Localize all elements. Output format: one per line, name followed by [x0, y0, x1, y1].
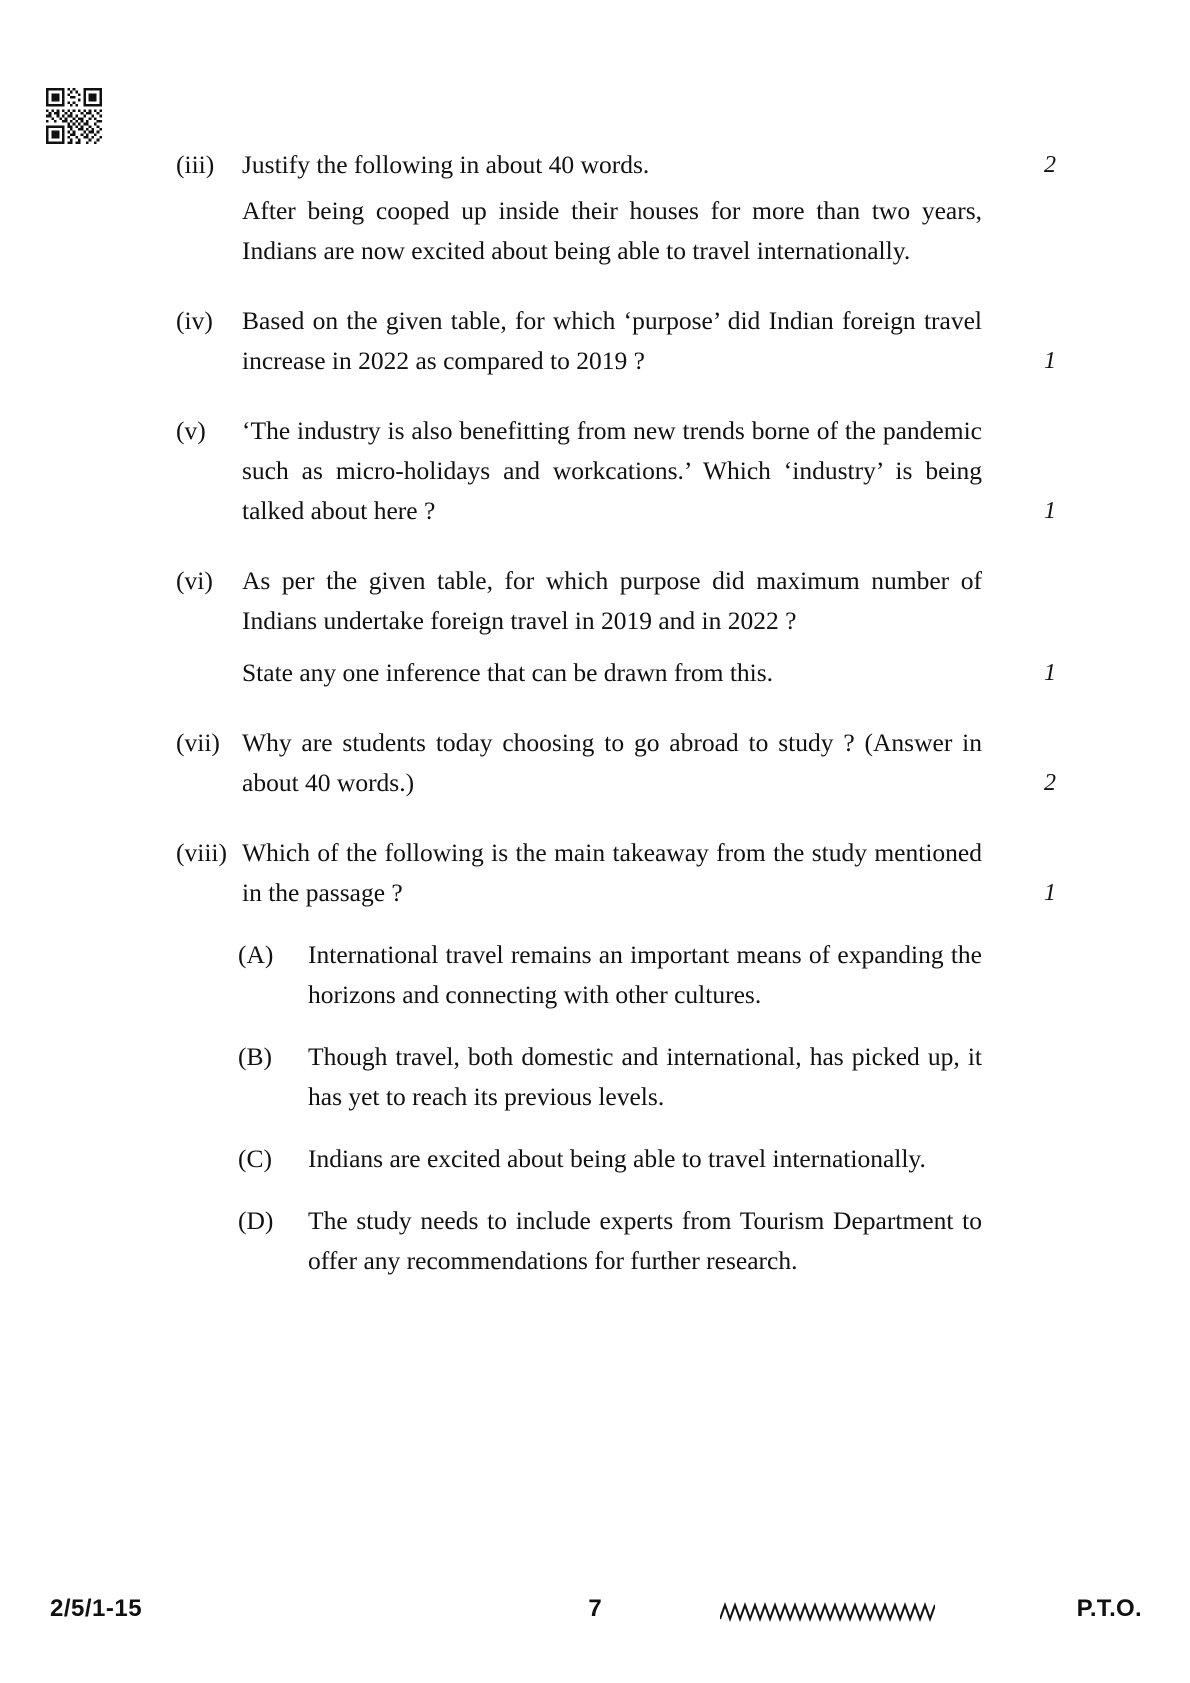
option-label: (B)	[238, 1042, 272, 1071]
question-marks: 1	[1044, 498, 1056, 524]
question-text: Which of the following is the main takeaway from the study mentioned in the passage ?	[242, 838, 982, 907]
option-label: (C)	[238, 1144, 272, 1173]
question-number: (vii)	[176, 728, 220, 757]
question-item-vi	[176, 561, 1056, 693]
question-marks: 2	[1044, 152, 1056, 178]
question-number: (vi)	[176, 566, 213, 595]
page-number: 7	[588, 1595, 602, 1622]
question-item-viii	[176, 833, 1056, 913]
question-item-iv	[176, 301, 1056, 381]
option-text: Indians are excited about being able to travel internationally.	[308, 1144, 926, 1173]
option-text: International travel remains an important means of expanding the horizons and connecting with other cultures.	[308, 940, 982, 1009]
question-text: Justify the following in about 40 words.	[242, 150, 650, 179]
option-a[interactable]	[238, 935, 982, 1015]
question-text: Why are students today choosing to go abroad to study ? (Answer in about 40 words.)	[242, 728, 982, 797]
pto-label: P.T.O.	[1076, 1595, 1142, 1622]
question-text: Based on the given table, for which ‘purpose’ did Indian foreign travel increase in 2022 as compared to 2019 ?	[242, 306, 982, 375]
question-item-iii	[176, 145, 1056, 271]
paper-code: 2/5/1-15	[50, 1595, 143, 1622]
qr-code-icon	[46, 88, 102, 144]
question-marks: 1	[1044, 348, 1056, 374]
option-c[interactable]	[238, 1139, 982, 1179]
option-b[interactable]	[238, 1037, 982, 1117]
spacer	[176, 693, 1056, 723]
option-text: Though travel, both domestic and international, has picked up, it has yet to reach its previous levels.	[308, 1042, 982, 1111]
option-label: (A)	[238, 940, 274, 969]
question-item-vii	[176, 723, 1056, 803]
spacer	[176, 531, 1056, 561]
question-number: (iv)	[176, 306, 213, 335]
question-marks: 1	[1044, 660, 1056, 686]
option-list	[238, 935, 1056, 1281]
question-subtext: State any one inference that can be drawn from this.	[242, 658, 774, 687]
spacer	[176, 271, 1056, 301]
question-number: (viii)	[176, 838, 227, 867]
spacer	[176, 381, 1056, 411]
option-d[interactable]	[238, 1201, 982, 1281]
page-footer	[0, 1595, 1190, 1635]
question-text: As per the given table, for which purpose did maximum number of Indians undertake foreign travel in 2019 and in 2022 ?	[242, 566, 982, 635]
question-subtext: After being cooped up inside their houses for more than two years, Indians are now excited about being able to travel internationally.	[242, 196, 982, 265]
zigzag-divider-icon	[720, 1599, 935, 1625]
option-text: The study needs to include experts from Tourism Department to offer any recommendations for further research.	[308, 1206, 982, 1275]
question-marks: 1	[1044, 880, 1056, 906]
spacer	[176, 803, 1056, 833]
question-item-v	[176, 411, 1056, 531]
question-marks: 2	[1044, 770, 1056, 796]
question-number: (v)	[176, 416, 206, 445]
question-text: ‘The industry is also benefitting from new trends borne of the pandemic such as micro-holidays and workcations.’ Which ‘industry’ is being talked about here ?	[242, 416, 982, 525]
question-number: (iii)	[176, 150, 215, 179]
question-list	[176, 145, 1056, 1281]
option-label: (D)	[238, 1206, 274, 1235]
